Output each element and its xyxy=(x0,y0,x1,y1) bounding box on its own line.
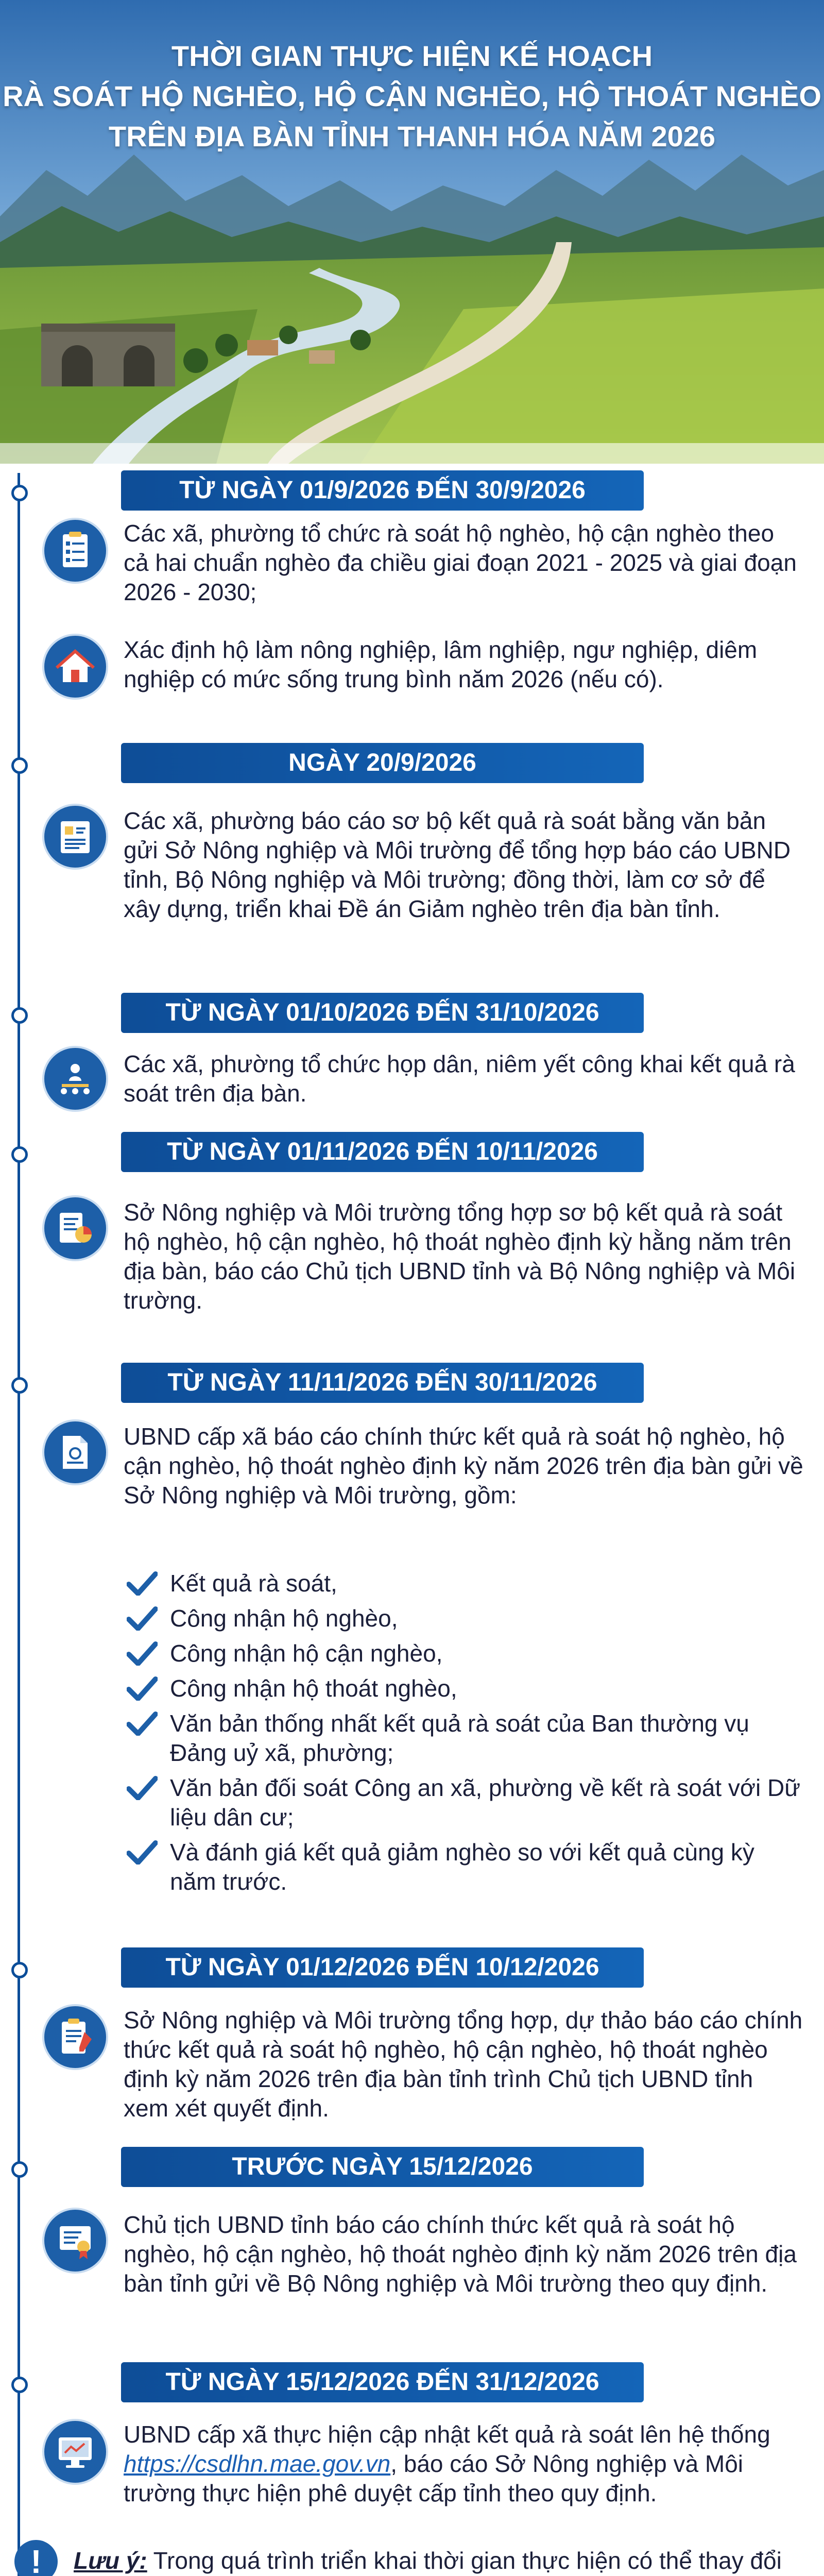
title-line-1: THỜI GIAN THỰC HIỆN KẾ HOẠCH xyxy=(171,40,653,72)
section-header-1: TỪ NGÀY 01/9/2026 ĐẾN 30/9/2026 xyxy=(121,470,644,511)
section-4-text: Sở Nông nghiệp và Môi trường tổng hợp sơ bộ kết quả rà soát hộ nghèo, hộ cận nghèo, hộ thoát nghèo định kỳ hằng năm trên địa bàn, báo cáo Chủ tịch UBND tỉnh và Bộ Nông nghiệp và Môi trường. xyxy=(124,1199,796,1314)
section-8-text: UBND cấp xã thực hiện cập nhật kết quả rà soát lên hệ thống https://csdlhn.mae.gov.vn, báo cáo Sở Nông nghiệp và Môi trường thực hiện phê duyệt cấp tỉnh theo quy định. xyxy=(124,2421,770,2506)
section-header-3: TỪ NGÀY 01/10/2026 ĐẾN 31/10/2026 xyxy=(121,993,644,1033)
list-item: Công nhận hộ nghèo, xyxy=(124,1604,803,1633)
certificate-icon xyxy=(42,2208,108,2274)
checkmark-icon xyxy=(127,1775,158,1800)
checkmark-icon xyxy=(127,1676,158,1701)
computer-icon xyxy=(42,2419,108,2485)
title-line-2: RÀ SOÁT HỘ NGHÈO, HỘ CẬN NGHÈO, HỘ THOÁT NGHÈO xyxy=(3,80,821,112)
timeline-dot xyxy=(11,2377,28,2393)
list-item: Công nhận hộ thoát nghèo, xyxy=(124,1674,803,1703)
title-line-3: TRÊN ĐỊA BÀN TỈNH THANH HÓA NĂM 2026 xyxy=(108,120,716,152)
section-header-7: TRƯỚC NGÀY 15/12/2026 xyxy=(121,2147,644,2187)
timeline-dot xyxy=(11,1377,28,1394)
system-link[interactable]: https://csdlhn.mae.gov.vn xyxy=(124,2450,391,2477)
list-item: Văn bản thống nhất kết quả rà soát của Ban thường vụ Đảng uỷ xã, phường; xyxy=(124,1709,803,1768)
list-item: Và đánh giá kết quả giảm nghèo so với kết quả cùng kỳ năm trước. xyxy=(124,1838,803,1896)
house-icon xyxy=(42,634,108,700)
checkmark-icon xyxy=(127,1840,158,1865)
checkmark-icon xyxy=(127,1641,158,1666)
checkmark-icon xyxy=(127,1711,158,1736)
timeline-dot xyxy=(11,485,28,501)
timeline-dot xyxy=(11,1146,28,1163)
analysis-icon xyxy=(42,1195,108,1261)
list-item: Văn bản đối soát Công an xã, phường về kết rà soát với Dữ liệu dân cư; xyxy=(124,1773,803,1832)
section-3-text: Các xã, phường tổ chức họp dân, niêm yết công khai kết quả rà soát trên địa bàn. xyxy=(124,1050,795,1107)
timeline-dot xyxy=(11,1962,28,1978)
exclamation-icon: ! xyxy=(14,2540,58,2576)
section-header-5: TỪ NGÀY 11/11/2026 ĐẾN 30/11/2026 xyxy=(121,1363,644,1403)
checkmark-icon xyxy=(127,1606,158,1631)
section-header-2: NGÀY 20/9/2026 xyxy=(121,743,644,783)
checklist-icon xyxy=(42,518,108,584)
section-1-text-2: Xác định hộ làm nông nghiệp, lâm nghiệp, ngư nghiệp, diêm nghiệp có mức sống trung bình năm 2026 (nếu có). xyxy=(124,636,758,692)
section-header-8: TỪ NGÀY 15/12/2026 ĐẾN 31/12/2026 xyxy=(121,2362,644,2402)
timeline-dot xyxy=(11,2161,28,2178)
section-5-text: UBND cấp xã báo cáo chính thức kết quả rà soát hộ nghèo, hộ cận nghèo, hộ thoát nghèo định kỳ năm 2026 trên địa bàn gửi về Sở Nông nghiệp và Môi trường, gồm: xyxy=(124,1423,803,1509)
timeline-dot xyxy=(11,757,28,774)
list-item: Kết quả rà soát, xyxy=(124,1569,803,1598)
document-icon xyxy=(42,1419,108,1485)
section-header-4: TỪ NGÀY 01/11/2026 ĐẾN 10/11/2026 xyxy=(121,1132,644,1172)
section-7-text: Chủ tịch UBND tỉnh báo cáo chính thức kết quả rà soát hộ nghèo, hộ cận nghèo, hộ thoát nghèo định kỳ năm 2026 trên địa bàn tỉnh gửi về Bộ Nông nghiệp và Môi trường theo quy định. xyxy=(124,2211,797,2297)
timeline-line xyxy=(18,473,20,2576)
note-label: Lưu ý: xyxy=(74,2547,147,2574)
meeting-icon xyxy=(42,1046,108,1112)
section-header-6: TỪ NGÀY 01/12/2026 ĐẾN 10/12/2026 xyxy=(121,1947,644,1988)
section-1-text-1: Các xã, phường tổ chức rà soát hộ nghèo, hộ cận nghèo theo cả hai chuẩn nghèo đa chiều giai đoạn 2021 - 2025 và giai đoạn 2026 - 2030; xyxy=(124,520,797,605)
hero-banner xyxy=(0,0,824,464)
page-title xyxy=(0,36,824,157)
note-text: Lưu ý: Trong quá trình triển khai thời gian thực hiện có thể thay đổi xyxy=(74,2547,782,2574)
section-2-text: Các xã, phường báo cáo sơ bộ kết quả rà soát bằng văn bản gửi Sở Nông nghiệp và Môi trường để tổng hợp báo cáo UBND tỉnh, Bộ Nông nghiệp và Môi trường; đồng thời, làm cơ sở để xây dựng, triển khai Đề án Giảm nghèo trên địa bàn tỉnh. xyxy=(124,807,791,922)
clipboard-icon xyxy=(42,2004,108,2070)
checklist xyxy=(124,1569,803,1896)
checkmark-icon xyxy=(127,1571,158,1596)
report-icon xyxy=(42,804,108,870)
timeline-dot xyxy=(11,1007,28,1024)
list-item: Công nhận hộ cận nghèo, xyxy=(124,1639,803,1668)
section-6-text: Sở Nông nghiệp và Môi trường tổng hợp, dự thảo báo cáo chính thức kết quả rà soát hộ nghèo, hộ cận nghèo, hộ thoát nghèo định kỳ năm 2026 trên địa bàn tỉnh trình Chủ tịch UBND tỉnh xem xét quyết định. xyxy=(124,2007,803,2122)
